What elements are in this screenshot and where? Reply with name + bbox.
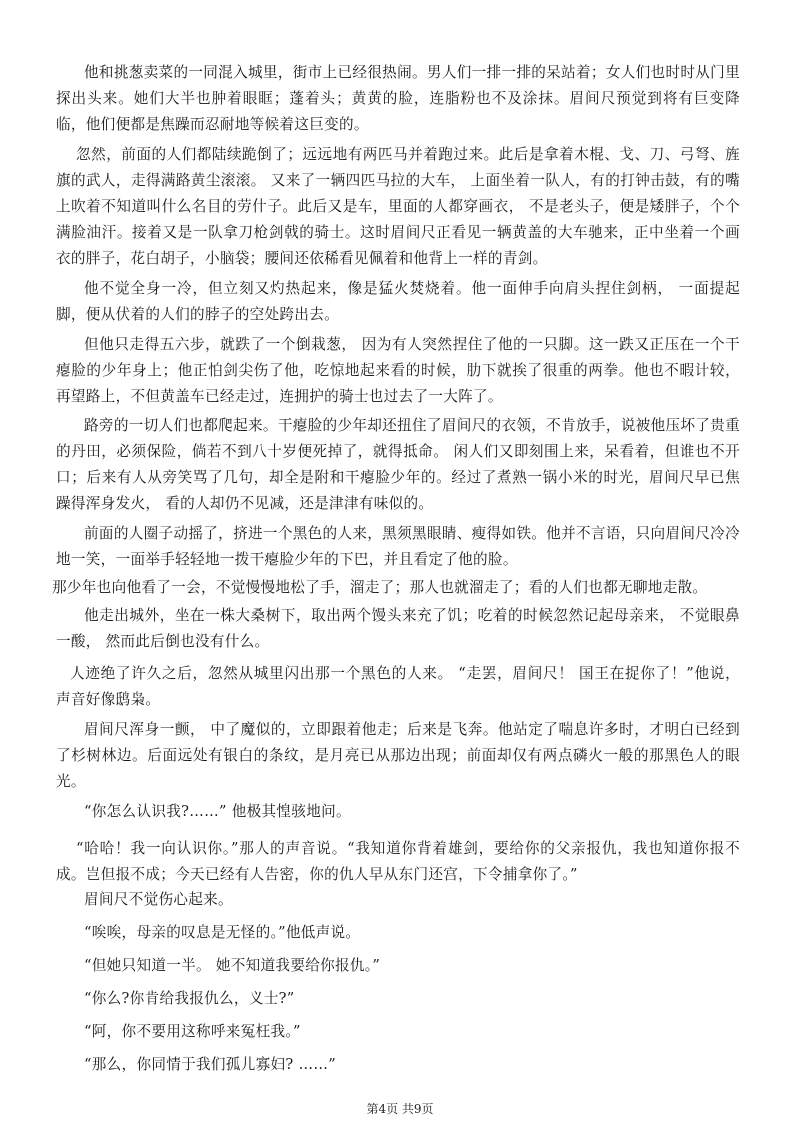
paragraph: 他和挑葱卖菜的一同混入城里，街市上已经很热闹。男人们一排一排的呆站着；女人们也时时从门里探出头来。她们大半也肿着眼眶；蓬着头；黄黄的脸，连脂粉也不及涂抹。眉间尺预觉到将有巨变降临，他们便都是焦躁而忍耐地等候着这巨变的。 [56, 64, 740, 133]
paragraph: 路旁的一切人们也都爬起来。干瘪脸的少年却还扭住了眉间尺的衣领，不肯放手，说被他压坏了贵重的丹田，必须保险，倘若不到八十岁便死掉了，就得抵命。 闲人们又即刻围上来，呆看着，但谁也不开口；后来有人从旁笑骂了几句，却全是附和干瘪脸少年的。经过了煮熟一锅小米的时光，眉间尺早已焦躁得浑身发火， 看的人却仍不见减，还是津津有味似的。 [56, 417, 740, 512]
paragraph: “你么?你肯给我报仇么，义士?” [84, 990, 295, 1007]
page-number: 第4页 共9页 [366, 1102, 434, 1116]
paragraph: “哈哈！我一向认识你。”那人的声音说。“我知道你背着雄剑，要给你的父亲报仇，我也知道你报不成。岂但报不成；今天已经有人告密，你的仇人早从东门还宫，下令捕拿你了。” [56, 840, 740, 883]
paragraph: 但他只走得五六步，就跌了一个倒栽葱， 因为有人突然捏住了他的一只脚。这一跌又正压在一个干瘪脸的少年身上；他正怕剑尖伤了他，吃惊地起来看的时候，肋下就挨了很重的两拳。他也不暇计较，再望路上，不但黄盖车已经走过，连拥护的骑士也过去了一大阵了。 [56, 336, 740, 405]
paragraph: 前面的人圈子动摇了，挤进一个黑色的人来，黑须黑眼睛、瘦得如铁。他并不言语，只向眉间尺冷冷地一笑，一面举手轻轻地一拨干瘪脸少年的下巴，并且看定了他的脸。 [56, 525, 740, 568]
paragraph: 人迹绝了许久之后，忽然从城里闪出那一个黑色的人来。 “走罢，眉间尺！ 国王在捉你了！”他说， 声音好像鸱枭。 [56, 665, 740, 708]
paragraph: “那么，你同情于我们孤儿寡妇? ……” [84, 1056, 336, 1073]
paragraph: 眉间尺不觉伤心起来。 [84, 891, 233, 908]
paragraph: “但她只知道一半。 她不知道我要给你报仇。” [84, 957, 381, 974]
paragraph: 眉间尺浑身一颤， 中了魔似的，立即跟着他走；后来是飞奔。他站定了喘息许多时，才明白已经到了杉树林边。后面远处有银白的条纹，是月亮已从那边出现；前面却仅有两点磷火一般的那黑色人的眼光。 [56, 721, 740, 790]
paragraph: “你怎么认识我?……” 他极其惶骇地问。 [84, 803, 351, 820]
paragraph: “阿，你不要用这称呼来冤枉我。” [84, 1023, 301, 1040]
paragraph: 忽然，前面的人们都陆续跪倒了；远远地有两匹马并着跑过来。此后是拿着木棍、戈、刀、弓弩、旌旗的武人，走得满路黄尘滚滚。 又来了一辆四匹马拉的大车， 上面坐着一队人，有的打钟击鼓，有的嘴上吹着不知道叫什么名目的劳什子。此后又是车，里面的人都穿画衣， 不是老头子，便是矮胖子，个个满脸油汗。接着又是一队拿刀枪剑戟的骑士。这时眉间尺正看见一辆黄盖的大车驰来，正中坐着一个画衣的胖子，花白胡子，小脑袋；腰间还依稀看见佩着和他背上一样的青剑。 [56, 146, 740, 267]
paragraph: 那少年也向他看了一会，不觉慢慢地松了手，溜走了；那人也就溜走了；看的人们也都无聊地走散。 [52, 579, 708, 596]
paragraph: “唉唉，母亲的叹息是无怪的。”他低声说。 [84, 924, 361, 941]
paragraph: 他走出城外，坐在一株大桑树下，取出两个馒头来充了饥；吃着的时候忽然记起母亲来， 不觉眼鼻一酸， 然而此后倒也没有什么。 [56, 607, 740, 650]
paragraph: 他不觉全身一冷，但立刻又灼热起来，像是猛火焚烧着。他一面伸手向肩头捏住剑柄， 一面提起脚，便从伏着的人们的脖子的空处跨出去。 [56, 280, 740, 323]
